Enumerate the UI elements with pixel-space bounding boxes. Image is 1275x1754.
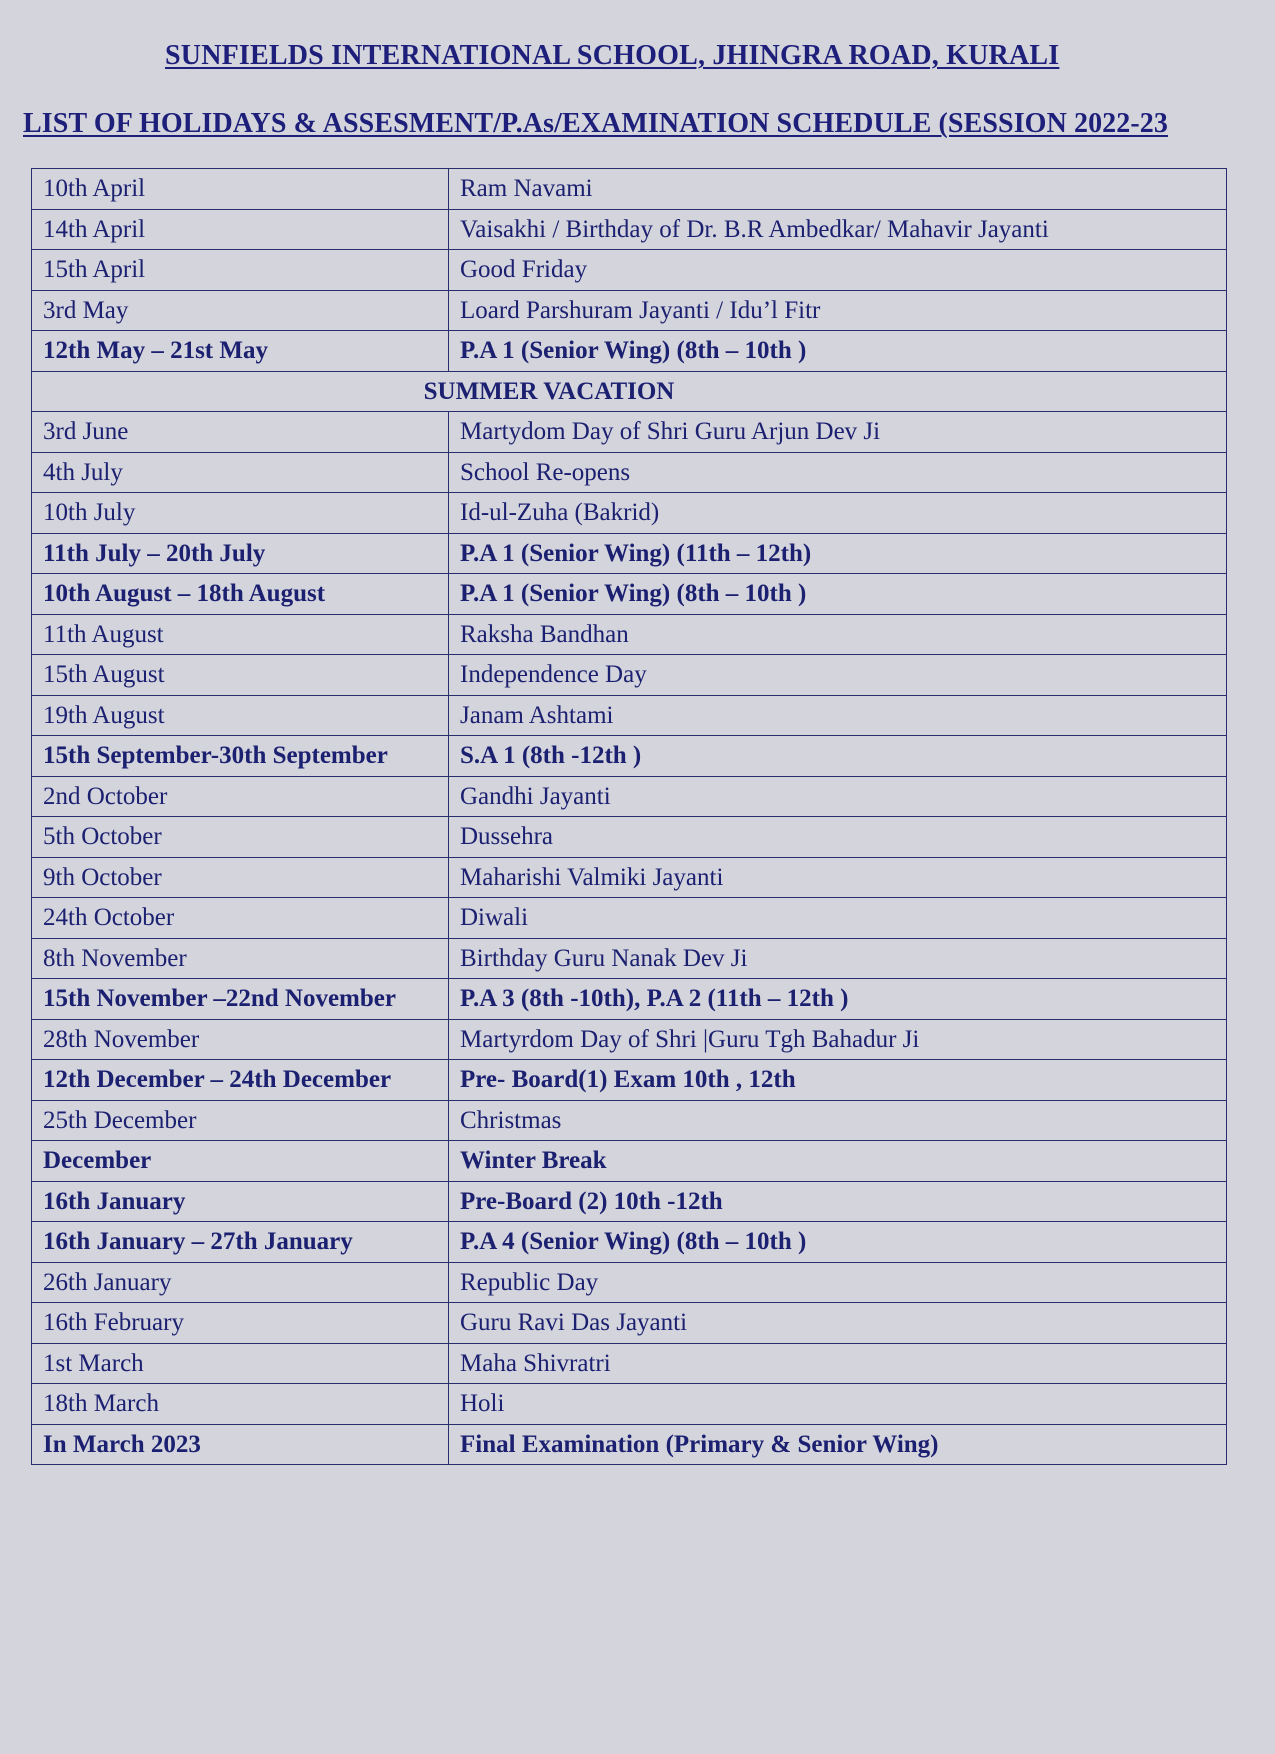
date-cell: 10th July xyxy=(32,493,449,534)
event-cell: Martydom Day of Shri Guru Arjun Dev Ji xyxy=(449,412,1227,453)
event-cell: Martyrdom Day of Shri |Guru Tgh Bahadur Ji xyxy=(449,1019,1227,1060)
date-cell: 28th November xyxy=(32,1019,449,1060)
date-cell: 15th September-30th September xyxy=(32,736,449,777)
date-cell: 24th October xyxy=(32,898,449,939)
table-row xyxy=(32,1384,1227,1425)
date-cell: 16th February xyxy=(32,1303,449,1344)
event-cell: P.A 4 (Senior Wing) (8th – 10th ) xyxy=(449,1222,1227,1263)
date-cell: 4th July xyxy=(32,452,449,493)
date-cell: 18th March xyxy=(32,1384,449,1425)
table-row xyxy=(32,1181,1227,1222)
table-row xyxy=(32,1222,1227,1263)
table-row xyxy=(32,412,1227,453)
date-cell: 1st March xyxy=(32,1343,449,1384)
table-row xyxy=(32,533,1227,574)
table-row xyxy=(32,1019,1227,1060)
table-row xyxy=(32,1343,1227,1384)
table-row xyxy=(32,169,1227,210)
event-cell: Birthday Guru Nanak Dev Ji xyxy=(449,938,1227,979)
date-cell: 15th April xyxy=(32,250,449,291)
table-row xyxy=(32,493,1227,534)
table-row xyxy=(32,857,1227,898)
event-cell: Gandhi Jayanti xyxy=(449,776,1227,817)
date-cell: 9th October xyxy=(32,857,449,898)
school-title: SUNFIELDS INTERNATIONAL SCHOOL, JHINGRA ROAD, KURALI xyxy=(165,40,1060,71)
table-row xyxy=(32,776,1227,817)
section-label: SUMMER VACATION xyxy=(423,377,675,405)
event-cell: Vaisakhi / Birthday of Dr. B.R Ambedkar/ Mahavir Jayanti xyxy=(449,209,1227,250)
date-cell: 15th August xyxy=(32,655,449,696)
date-cell: 3rd June xyxy=(32,412,449,453)
table-row xyxy=(32,614,1227,655)
event-cell: P.A 1 (Senior Wing) (8th – 10th ) xyxy=(449,574,1227,615)
event-cell: P.A 3 (8th -10th), P.A 2 (11th – 12th ) xyxy=(449,979,1227,1020)
event-cell: Loard Parshuram Jayanti / Idu’l Fitr xyxy=(449,290,1227,331)
table-row xyxy=(32,655,1227,696)
date-cell: 12th May – 21st May xyxy=(32,331,449,372)
table-row xyxy=(32,331,1227,372)
date-cell: 10th August – 18th August xyxy=(32,574,449,615)
date-cell: 15th November –22nd November xyxy=(32,979,449,1020)
table-row xyxy=(32,736,1227,777)
date-cell: 11th July – 20th July xyxy=(32,533,449,574)
event-cell: Dussehra xyxy=(449,817,1227,858)
date-cell: 10th April xyxy=(32,169,449,210)
table-row xyxy=(32,1141,1227,1182)
event-cell: Maha Shivratri xyxy=(449,1343,1227,1384)
event-cell: Maharishi Valmiki Jayanti xyxy=(449,857,1227,898)
table-row xyxy=(32,1060,1227,1101)
date-cell: 5th October xyxy=(32,817,449,858)
event-cell: Pre-Board (2) 10th -12th xyxy=(449,1181,1227,1222)
table-row xyxy=(32,898,1227,939)
table-row xyxy=(32,979,1227,1020)
event-cell: Republic Day xyxy=(449,1262,1227,1303)
date-cell: 25th December xyxy=(32,1100,449,1141)
date-cell: 12th December – 24th December xyxy=(32,1060,449,1101)
table-row xyxy=(32,250,1227,291)
table-row xyxy=(32,290,1227,331)
section-cell xyxy=(32,371,1227,412)
table-row xyxy=(32,1424,1227,1465)
table-row xyxy=(32,209,1227,250)
date-cell: December xyxy=(32,1141,449,1182)
date-cell: In March 2023 xyxy=(32,1424,449,1465)
table-row xyxy=(32,817,1227,858)
event-cell: Janam Ashtami xyxy=(449,695,1227,736)
section-row xyxy=(32,371,1227,412)
date-cell: 2nd October xyxy=(32,776,449,817)
event-cell: Holi xyxy=(449,1384,1227,1425)
event-cell: Guru Ravi Das Jayanti xyxy=(449,1303,1227,1344)
event-cell: Ram Navami xyxy=(449,169,1227,210)
event-cell: Diwali xyxy=(449,898,1227,939)
holiday-schedule-table xyxy=(31,168,1227,1465)
schedule-body xyxy=(32,169,1227,1465)
date-cell: 14th April xyxy=(32,209,449,250)
table-row xyxy=(32,574,1227,615)
date-cell: 8th November xyxy=(32,938,449,979)
date-cell: 16th January – 27th January xyxy=(32,1222,449,1263)
event-cell: S.A 1 (8th -12th ) xyxy=(449,736,1227,777)
date-cell: 16th January xyxy=(32,1181,449,1222)
table-row xyxy=(32,695,1227,736)
date-cell: 3rd May xyxy=(32,290,449,331)
table-row xyxy=(32,1303,1227,1344)
date-cell: 11th August xyxy=(32,614,449,655)
event-cell: School Re-opens xyxy=(449,452,1227,493)
table-row xyxy=(32,1262,1227,1303)
table-row xyxy=(32,938,1227,979)
schedule-title: LIST OF HOLIDAYS & ASSESMENT/P.As/EXAMINATION SCHEDULE (SESSION 2022-23 xyxy=(23,108,1169,139)
table-row xyxy=(32,1100,1227,1141)
event-cell: Winter Break xyxy=(449,1141,1227,1182)
date-cell: 26th January xyxy=(32,1262,449,1303)
event-cell: Christmas xyxy=(449,1100,1227,1141)
event-cell: Final Examination (Primary & Senior Wing) xyxy=(449,1424,1227,1465)
event-cell: Raksha Bandhan xyxy=(449,614,1227,655)
event-cell: Independence Day xyxy=(449,655,1227,696)
event-cell: Good Friday xyxy=(449,250,1227,291)
date-cell: 19th August xyxy=(32,695,449,736)
table-row xyxy=(32,452,1227,493)
event-cell: Pre- Board(1) Exam 10th , 12th xyxy=(449,1060,1227,1101)
event-cell: P.A 1 (Senior Wing) (11th – 12th) xyxy=(449,533,1227,574)
event-cell: P.A 1 (Senior Wing) (8th – 10th ) xyxy=(449,331,1227,372)
event-cell: Id-ul-Zuha (Bakrid) xyxy=(449,493,1227,534)
